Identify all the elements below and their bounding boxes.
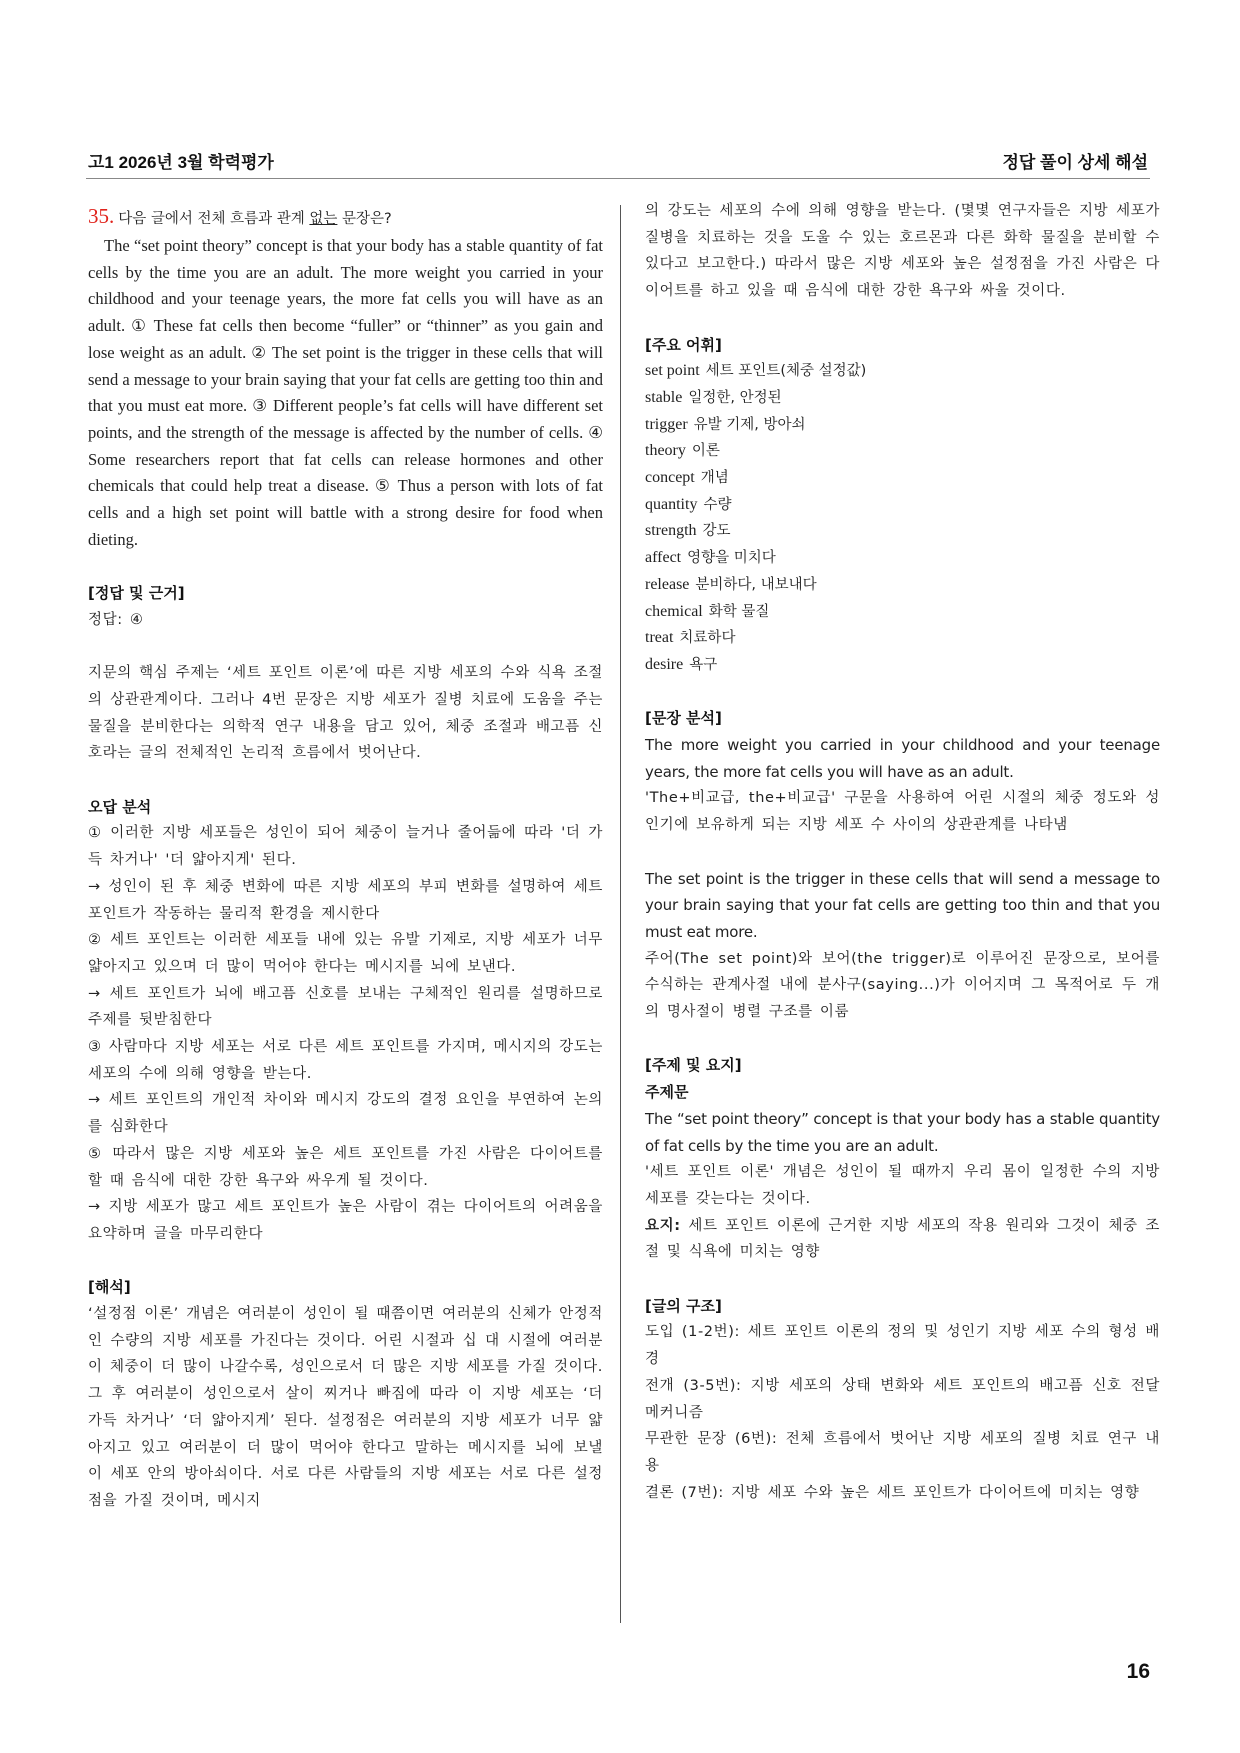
wrong-analysis-item — [88, 820, 603, 927]
vocabulary-list — [645, 358, 1160, 678]
vocab-item: quantity 수량 — [645, 495, 732, 513]
vocab-item: treat 치료하다 — [645, 629, 736, 647]
translation-text-part2: 의 강도는 세포의 수에 의해 영향을 받는다. (몇몇 연구자들은 지방 세포가 질병을 치료하는 것을 도울 수 있는 호르몬과 다른 화학 물질을 분비할 수 있다고 보고한다.) 따라서 많은 지방 세포와 높은 설정점을 가진 사람은 다이어트를 하고 있을 때 음식에 대한 강한 욕구와 싸울 것이다. — [645, 203, 1160, 300]
answer-explanation: 지문의 핵심 주제는 ‘세트 포인트 이론’에 따른 지방 세포의 수와 식욕 조절의 상관관계이다. 그러나 4번 문장은 지방 세포가 질병 치료에 도움을 주는 물질을 분비한다는 의학적 연구 내용을 담고 있어, 체중 조절과 배고픔 신호라는 글의 전체적인 논리적 흐름에서 벗어난다. — [88, 665, 603, 762]
wrong-analysis-item — [88, 1141, 603, 1248]
vocab-item: chemical 화학 물질 — [645, 602, 770, 620]
vocab-item: trigger 유발 기제, 방아쇠 — [645, 415, 806, 433]
vocab-item: strength 강도 — [645, 522, 731, 540]
structure-item: 도입 (1-2번): 세트 포인트 이론의 정의 및 성인기 지방 세포 수의 형성 배경 — [645, 1324, 1160, 1368]
vocabulary-heading: [주요 어휘] — [645, 335, 722, 354]
wrong-analysis-sentence: ① 이러한 지방 세포들은 성인이 되어 체중이 늘거나 줄어듦에 따라 '더 가득 차거나' '더 얇아지게' 된다. — [88, 825, 603, 869]
question-number: 35. — [88, 204, 115, 228]
gist-text: 세트 포인트 이론에 근거한 지방 세포의 작용 원리와 그것이 체중 조절 및 식욕에 미치는 영향 — [645, 1217, 1160, 1261]
question-prompt: 35. 다음 글에서 전체 흐름과 관계 없는 문장은? — [88, 204, 392, 228]
structure-heading: [글의 구조] — [645, 1296, 722, 1315]
vocab-item: set point 세트 포인트(체중 설정값) — [645, 362, 867, 380]
answer-heading: [정답 및 근거] — [88, 584, 185, 603]
column-divider — [620, 205, 621, 1623]
topic-translation: '세트 포인트 이론' 개념은 성인이 될 때까지 우리 몸이 일정한 수의 지방 세포를 갖는다는 것이다. — [645, 1164, 1160, 1207]
wrong-analysis-comment: → 세트 포인트의 개인적 차이와 메시지 강도의 결정 요인을 부연하여 논의를 심화한다 — [88, 1092, 603, 1136]
analysis-sentence: The set point is the trigger in these cells that will send a message to your brain saying that your fat cells are getting too thin and that you must eat more. — [645, 869, 1160, 941]
gist-label: 요지: — [645, 1217, 681, 1234]
structure-item: 결론 (7번): 지방 세포 수와 높은 세트 포인트가 다이어트에 미치는 영향 — [645, 1484, 1140, 1501]
question-passage: The “set point theory” concept is that your body has a stable quantity of fat cells by the time you are an adult. The more weight you carried in your childhood and your teenage years, the more fat cells you will have as an adult. ① These fat cells then become “fuller” or “thinner” as you gain and lose weight as an adult. ② The set point is the trigger in these cells that will send a message to your brain saying that your fat cells are getting too thin and that you must eat more. ③ Different people’s fat cells will have different set points, and the strength of the message is affected by the number of cells. ④ Some researchers report that fat cells can release hormones and other chemicals that could help treat a disease. ⑤ Thus a person with lots of fat cells and a high set point will battle with a strong desire for food when dieting. — [88, 236, 603, 549]
wrong-analysis-sentence: ② 세트 포인트는 이러한 세포들 내에 있는 유발 기제로, 지방 세포가 너무 얇아지고 있으며 더 많이 먹어야 한다는 메시지를 뇌에 보낸다. — [88, 932, 603, 975]
analysis-note: 'The+비교급, the+비교급' 구문을 사용하여 어린 시절의 체중 정도와 성인기에 보유하게 되는 지방 세포 수 사이의 상관관계를 나타냄 — [645, 790, 1160, 834]
translation-heading: [해석] — [88, 1278, 131, 1297]
wrong-analysis-item — [88, 927, 603, 1034]
wrong-analysis-comment: → 성인이 된 후 체중 변화에 따른 지방 세포의 부피 변화를 설명하여 세트 포인트가 작동하는 물리적 환경을 제시한다 — [88, 878, 603, 922]
right-column — [645, 198, 1160, 1506]
page-header — [88, 148, 1148, 178]
structure-item: 무관한 문장 (6번): 전체 흐름에서 벗어난 지방 세포의 질병 치료 연구 내용 — [645, 1431, 1160, 1474]
vocab-item: desire 욕구 — [645, 655, 718, 673]
structure-item: 전개 (3-5번): 지방 세포의 상태 변화와 세트 포인트의 배고픔 신호 전달 메커니즘 — [645, 1377, 1160, 1421]
gist — [645, 1213, 1160, 1266]
answer-value: 정답: ④ — [88, 611, 144, 628]
header-divider — [86, 178, 1150, 179]
wrong-analysis-heading: 오답 분석 — [88, 797, 152, 816]
wrong-analysis-sentence: ⑤ 따라서 많은 지방 세포와 높은 세트 포인트를 가진 사람은 다이어트를 할 때 음식에 대한 강한 욕구와 싸우게 될 것이다. — [88, 1145, 603, 1189]
translation-text-part1: ‘설정점 이론’ 개념은 여러분이 성인이 될 때쯤이면 여러분의 신체가 안정적인 수량의 지방 세포를 가진다는 것이다. 어린 시절과 십 대 시절에 여러분이 체중이 더 많이 나갈수록, 성인으로서 더 많은 지방 세포를 가질 것이다. 그 후 여러분이 성인으로서 살이 찌거나 빠짐에 따라 이 지방 세포는 ‘더 가득 차거나’ ‘더 얇아지게’ 된다. 설정점은 여러분의 지방 세포가 너무 얇아지고 있고 여러분이 더 많이 먹어야 한다고 말하는 메시지를 뇌에 보낼 이 세포 안의 방아쇠이다. 서로 다른 사람들의 지방 세포는 서로 다른 설정점을 가질 것이며, 메시지 — [88, 1306, 603, 1509]
topic-label: 주제문 — [645, 1083, 689, 1102]
wrong-analysis-comment: → 세트 포인트가 뇌에 배고픔 신호를 보내는 구체적인 원리를 설명하므로 주제를 뒷받침한다 — [88, 985, 603, 1029]
wrong-analysis-item — [88, 1034, 603, 1141]
vocab-item: theory 이론 — [645, 442, 720, 460]
vocab-item: release 분비하다, 내보내다 — [645, 575, 817, 593]
theme-heading: [주제 및 요지] — [645, 1056, 742, 1075]
page-number: 16 — [1126, 1660, 1150, 1683]
sentence-analysis-heading: [문장 분석] — [645, 709, 722, 728]
exam-title: 고1 2026년 3월 학력평가 — [88, 153, 274, 172]
vocab-item: affect 영향을 미치다 — [645, 549, 776, 567]
wrong-analysis-comment: → 지방 세포가 많고 세트 포인트가 높은 사람이 겪는 다이어트의 어려움을 요약하며 글을 마무리한다 — [88, 1199, 603, 1242]
analysis-sentence: The more weight you carried in your childhood and your teenage years, the more fat cells you will have as an adult. — [645, 736, 1160, 781]
topic-sentence: The “set point theory” concept is that your body has a stable quantity of fat cells by the time you are an adult. — [645, 1109, 1160, 1155]
vocab-item: stable 일정한, 안정된 — [645, 388, 782, 406]
vocab-item: concept 개념 — [645, 469, 729, 487]
analysis-note: 주어(The set point)와 보어(the trigger)로 이루어진 문장으로, 보어를 수식하는 관계사절 내에 분사구(saying...)가 이어지며 그 목적어로 두 개의 명사절이 병렬 구조를 이룸 — [645, 950, 1160, 1021]
prompt-emphasis: 없는 — [309, 211, 338, 227]
left-column — [88, 202, 603, 1515]
section-title: 정답 풀이 상세 해설 — [1002, 153, 1148, 172]
wrong-analysis-sentence: ③ 사람마다 지방 세포는 서로 다른 세트 포인트를 가지며, 메시지의 강도는 세포의 수에 의해 영향을 받는다. — [88, 1039, 603, 1082]
